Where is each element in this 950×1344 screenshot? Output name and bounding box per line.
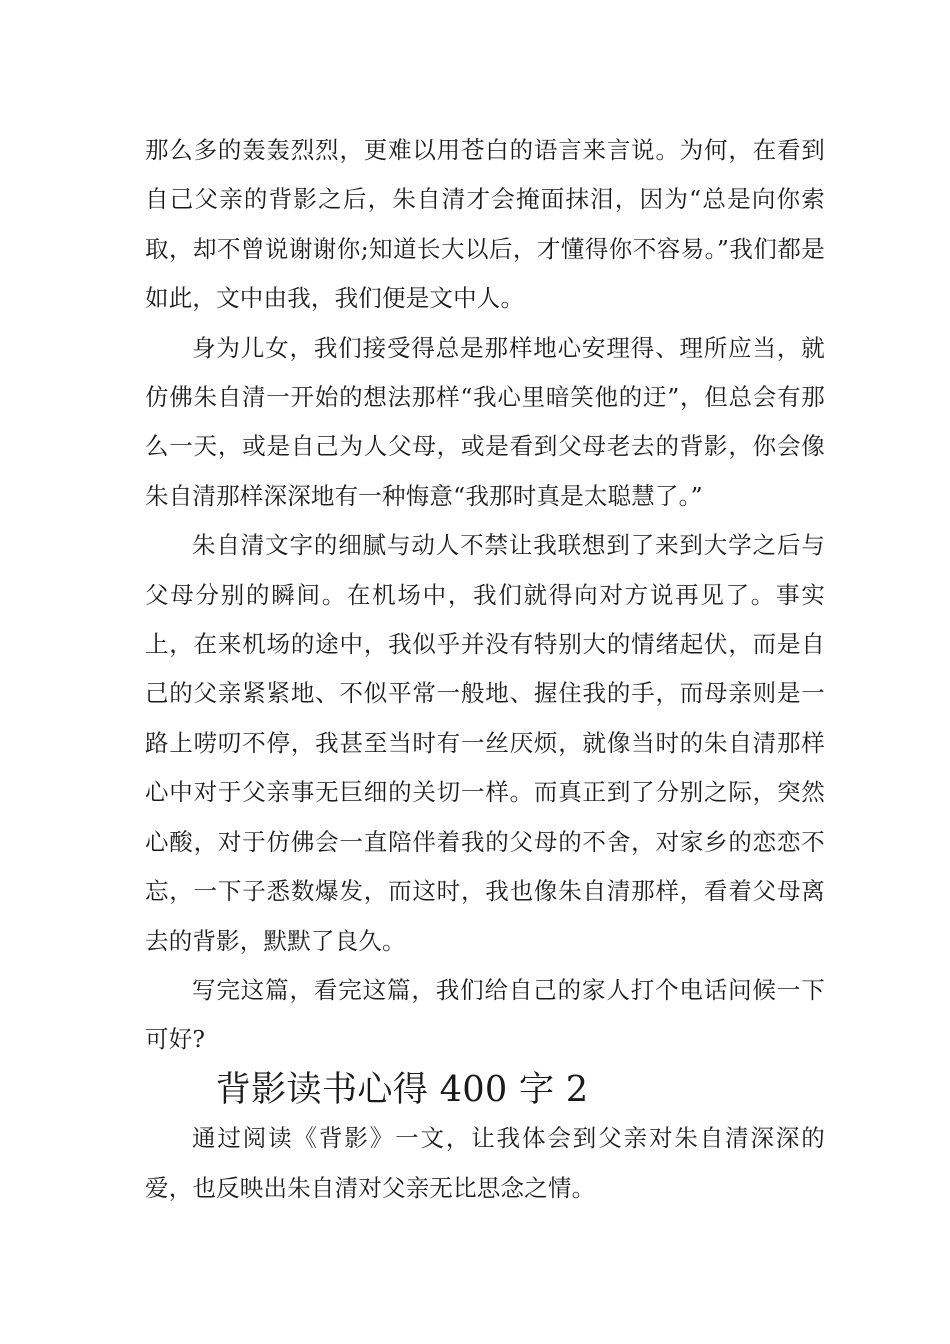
paragraph-3: 朱自清文字的细腻与动人不禁让我联想到了来到大学之后与父母分别的瞬间。在机场中，我们就得向对方说再见了。事实上，在来机场的途中，我似乎并没有特别大的情绪起伏，而是自己的父亲紧紧地、不似平常一般地、握住我的手，而母亲则是一路上唠叨不停，我甚至当时有一丝厌烦，就像当时的朱自清那样心中对于父亲事无巨细的关切一样。而真正到了分别之际，突然心酸，对于仿佛会一直陪伴着我的父母的不舍，对家乡的恋恋不忘，一下子悉数爆发，而这时，我也像朱自清那样，看着父母离去的背影，默默了良久。	[145, 531, 825, 955]
paragraph-1: 那么多的轰轰烈烈，更难以用苍白的语言来言说。为何，在看到自己父亲的背影之后，朱自清才会掩面抹泪，因为“总是向你索取，却不曾说谢谢你;知道长大以后，才懂得你不容易。”我们都是如此，文中由我，我们便是文中人。	[145, 136, 825, 313]
paragraph-5: 通过阅读《背影》一文，让我体会到父亲对朱自清深深的爱，也反映出朱自清对父亲无比思念之情。	[145, 1124, 825, 1202]
section-heading: 背影读书心得 400 字 2	[215, 1068, 589, 1110]
paragraph-4: 写完这篇，看完这篇，我们给自己的家人打个电话问候一下可好?	[145, 975, 825, 1054]
paragraph-2: 身为儿女，我们接受得总是那样地心安理得、理所应当，就仿佛朱自清一开始的想法那样“我心里暗笑他的迂”，但总会有那么一天，或是自己为人父母，或是看到父母老去的背影，你会像朱自清那样深深地有一种悔意“我那时真是太聪慧了。”	[145, 333, 825, 510]
document-body	[145, 126, 825, 1213]
